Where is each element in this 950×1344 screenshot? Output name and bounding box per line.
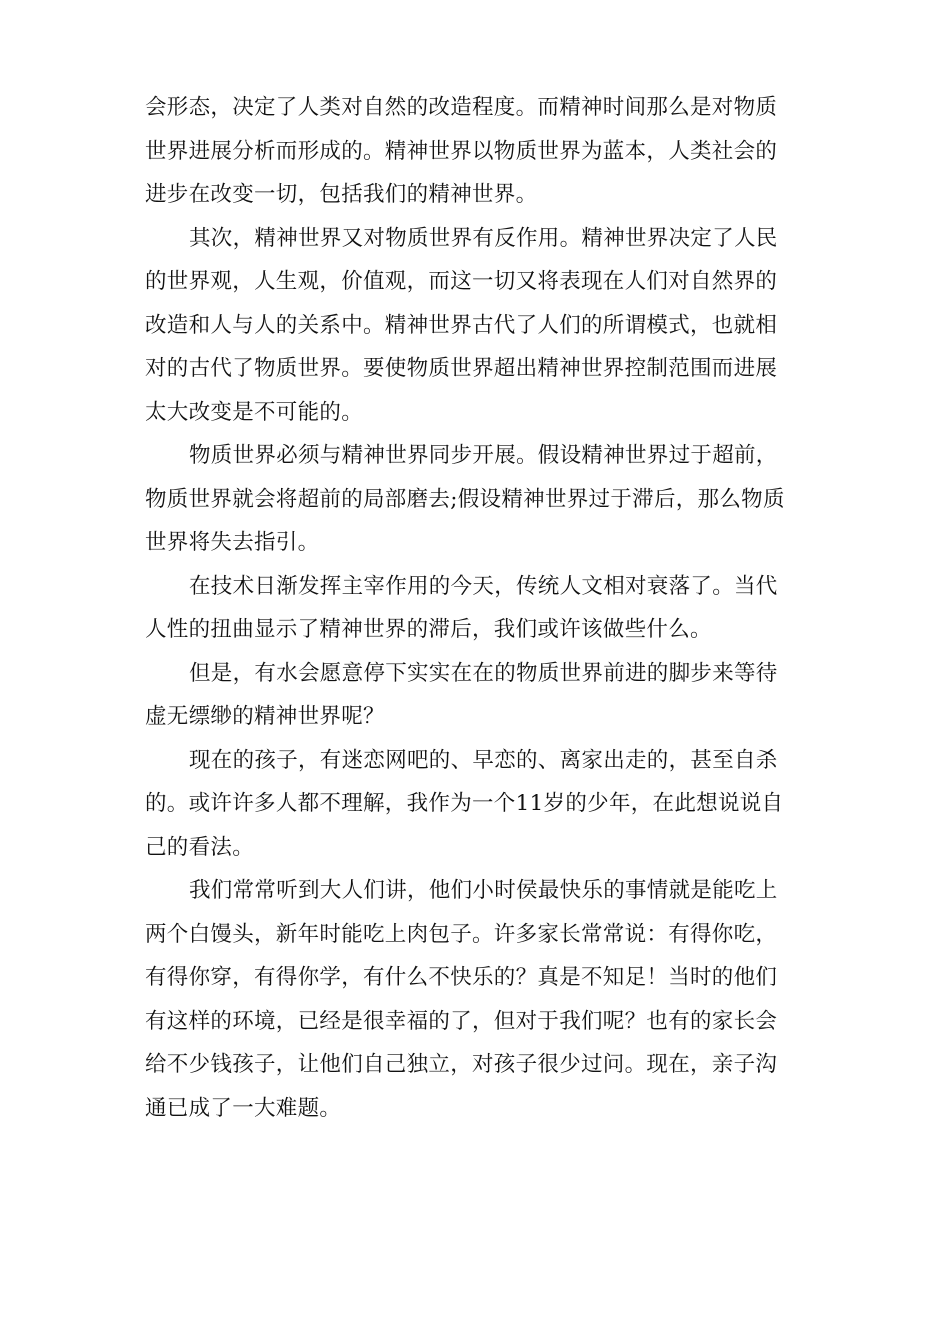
text-line: 进步在改变一切，包括我们的精神世界。 [145, 182, 538, 207]
paragraph-first-line: 在技术日渐发挥主宰作用的今天，传统人文相对衰落了。当代 [189, 573, 778, 599]
text-line: 会形态，决定了人类对自然的改造程度。而精神时间那么是对物质 [145, 95, 778, 120]
text-line: 两个白馒头，新年时能吃上肉包子。许多家长常常说：有得你吃， [145, 921, 778, 947]
text-line: 世界将失去指引。 [145, 530, 320, 555]
text-line: 虚无缥缈的精神世界呢？ [145, 704, 385, 729]
text-line: 太大改变是不可能的。 [145, 399, 364, 425]
paragraph-first-line: 我们常常听到大人们讲，他们小时侯最快乐的事情就是能吃上 [189, 878, 778, 903]
text-line: 的世界观，人生观，价值观，而这一切又将表现在人们对自然界的 [145, 269, 778, 294]
text-line: 有得你穿，有得你学，有什么不快乐的？真是不知足！当时的他们 [145, 965, 778, 990]
text-line: 对的古代了物质世界。要使物质世界超出精神世界控制范围而进展 [145, 356, 778, 381]
text-line: 给不少钱孩子，让他们自己独立，对孩子很少过问。现在，亲子沟 [145, 1052, 778, 1077]
paragraph-first-line: 现在的孩子，有迷恋网吧的、早恋的、离家出走的，甚至自杀 [189, 747, 778, 773]
text-line: 人性的扭曲显示了精神世界的滞后，我们或许该做些什么。 [145, 617, 712, 642]
text-line: 世界进展分析而形成的。精神世界以物质世界为蓝本，人类社会的 [145, 138, 778, 164]
paragraph-first-line: 物质世界必须与精神世界同步开展。假设精神世界过于超前， [189, 443, 778, 468]
text-line: 物质世界就会将超前的局部磨去;假设精神世界过于滞后，那么物质 [145, 486, 785, 512]
text-line: 有这样的环境，已经是很幸福的了，但对于我们呢？也有的家长会 [145, 1008, 778, 1034]
body-text [145, 86, 805, 1130]
paragraph-first-line: 其次，精神世界又对物质世界有反作用。精神世界决定了人民 [189, 225, 778, 251]
text-line: 己的看法。 [145, 834, 255, 860]
text-line: 改造和人与人的关系中。精神世界古代了人们的所谓模式，也就相 [145, 312, 778, 338]
text-line: 通已成了一大难题。 [145, 1095, 342, 1121]
paragraph-first-line: 但是，有水会愿意停下实实在在的物质世界前进的脚步来等待 [189, 660, 778, 686]
text-line: 的。或许许多人都不理解，我作为一个11岁的少年，在此想说说自 [145, 791, 784, 816]
